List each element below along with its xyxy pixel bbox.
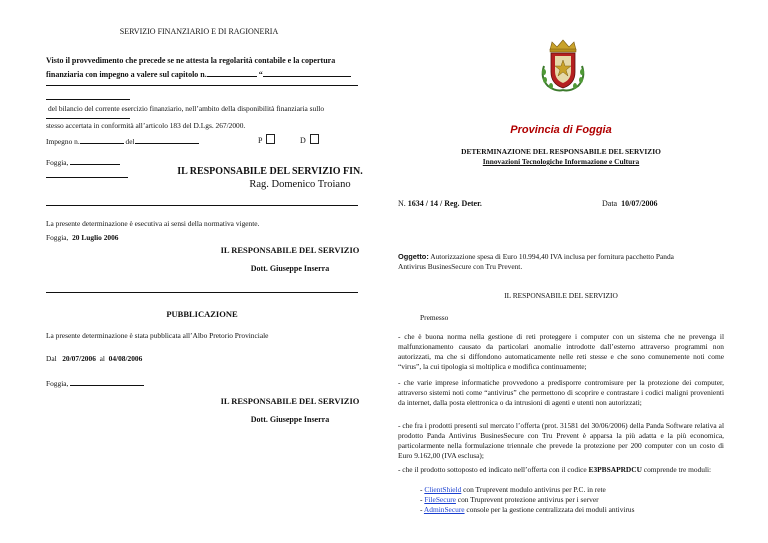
al-label: al [99, 354, 105, 363]
list-bullet: - [420, 505, 423, 514]
paragraph-4-prefix: - che il prodotto sottoposto ed indicato nell’offerta con il codice [398, 465, 587, 474]
resp-serv-title: IL RESPONSABILE DEL SERVIZIO [220, 245, 360, 255]
paragraph-2: - che varie imprese informatiche provvedono a predisporre contromisure per la protezione dei computer, attraverso sistemi noti come “antivirus” che permettono di scoprire e contrastare i codici maligni provenienti da internet, dalla posta elettronica o da intrusioni di agenti e utenti non autorizzati; [398, 378, 724, 407]
impegno-label: Impegno n. [46, 137, 80, 146]
d-label: D [300, 136, 306, 145]
al-date: 04/08/2006 [108, 354, 143, 363]
module-link-filesecure[interactable]: FileSecure [424, 495, 456, 504]
impegno-del-label: del [125, 137, 135, 146]
bilancio-line1: del bilancio del corrente esercizio finanziario, nell’ambito della disponibilità finanziaria sullo [48, 104, 325, 113]
d-checkbox[interactable] [310, 134, 319, 144]
numero-line [398, 198, 482, 209]
visto-quote: “ [258, 70, 263, 79]
list-item [420, 505, 720, 515]
esecutiva-text: La presente determinazione è esecutiva ai sensi della normativa vigente. [46, 219, 260, 228]
dal-al-line [46, 354, 142, 364]
module-desc: con Truprevent modulo antivirus per P.C. in rete [463, 485, 606, 494]
module-link-adminsecure[interactable]: AdminSecure [423, 505, 465, 514]
emblem-crown [550, 40, 576, 52]
foggia-date-line [46, 233, 119, 243]
numero-label: N. [398, 199, 406, 208]
blank-line-4 [46, 177, 128, 178]
list-bullet: - [420, 485, 423, 494]
p-checkbox[interactable] [266, 134, 275, 144]
foggia-fin-blank [70, 156, 120, 165]
foggia-pub-line [46, 377, 144, 389]
foggia-pub-label: Foggia, [46, 379, 69, 388]
pubblicata-text: La presente determinazione è stata pubblicata all’Albo Pretorio Provinciale [46, 331, 269, 340]
list-item [420, 485, 720, 495]
impegno-num-blank [80, 135, 124, 144]
d-checkbox-group [300, 134, 319, 146]
foggia-pub-blank [70, 377, 144, 386]
data-value: 10/07/2006 [621, 199, 658, 208]
paragraph-3: - che fra i prodotti presenti sul mercato l’offerta (prot. 31581 del 30/06/2006) della Panda Software relativa al prodotto Panda Antivirus BusinesSecure con Tru Prevent è apparsa la più adatta e la più economica, particolarmente nella formulazione triennale che prevede la protezione per 200 computer con un costo di Euro 9.162,00 (IVA esclusa); [398, 421, 724, 460]
dal-label: Dal [46, 354, 57, 363]
section-rule-2 [46, 292, 358, 293]
foggia-date-label: Foggia, [46, 233, 69, 242]
visto-line1: Visto il provvedimento che precede se ne attesta la regolarità contabile e la copertura [46, 56, 336, 65]
resp-pub-title: IL RESPONSABILE DEL SERVIZIO [220, 396, 360, 406]
dept-title: SERVIZIO FINANZIARIO E DI RAGIONERIA [119, 27, 279, 36]
capitolo-name-blank [263, 68, 351, 77]
module-desc: con Truprevent protezione antivirus per i server [457, 495, 599, 504]
paragraph-1: - che è buona norma nella gestione di reti proteggere i computer con un sistema che ne prevenga il malfunzionamento causato da particolari anomalie introdotte dall’esterno attraverso programmi non autorizzati, ma che si diffondono automaticamente nelle reti stesse e che sono comunemente noti come “virus”, la cui tipologia si moltiplica e modifica continuamente; [398, 332, 724, 371]
list-item [420, 495, 720, 505]
oggetto-line1 [398, 252, 724, 262]
resp-fin-title-text: IL RESPONSABILE DEL SERVIZIO FIN [177, 166, 361, 177]
product-code: E3PBSAPRDCU [588, 465, 642, 474]
visto-line2-prefix: finanziaria con impegno a valere sul capitolo n. [46, 70, 207, 79]
pubblicazione-title: PUBBLICAZIONE [166, 309, 238, 319]
premesso-label: Premesso [420, 313, 449, 322]
data-line [602, 198, 658, 209]
oggetto-label: Oggetto: [398, 252, 429, 261]
provincia-emblem [538, 38, 588, 94]
blank-line-1 [46, 85, 358, 86]
impegno-date-blank [135, 135, 199, 144]
numero-value: 1634 / 14 / Reg. Deter. [407, 199, 482, 208]
dal-date: 20/07/2006 [62, 354, 96, 363]
paragraph-4 [398, 465, 724, 475]
foggia-fin-label: Foggia, [46, 158, 69, 167]
visto-line2 [46, 68, 358, 80]
list-bullet: - [420, 495, 423, 504]
oggetto-text1: Autorizzazione spesa di Euro 10.994,40 IVA inclusa per fornitura pacchetto Panda [430, 252, 674, 261]
resp-fin-title-dot: . [360, 166, 363, 177]
blank-line-2 [46, 99, 130, 100]
resp-pub-name: Dott. Giuseppe Inserra [250, 415, 330, 424]
p-label: P [258, 136, 263, 145]
det-subtitle: Innovazioni Tecnologiche Informazione e Cultura [482, 157, 640, 166]
module-link-clientshield[interactable]: ClientShield [424, 485, 462, 494]
data-label: Data [602, 199, 618, 208]
p-checkbox-group [258, 134, 275, 146]
oggetto-line2: Antivirus BusinesSecure con Tru Prevent. [398, 262, 523, 271]
paragraph-4-suffix: comprende tre moduli: [643, 465, 712, 474]
provincia-title: Provincia di Foggia [510, 124, 612, 136]
section-rule-1 [46, 205, 358, 206]
bilancio-line2: stesso accertata in conformità all’articolo 183 del D.Lgs. 267/2000. [46, 121, 246, 130]
resp-header: IL RESPONSABILE DEL SERVIZIO [504, 291, 618, 300]
blank-line-3 [46, 118, 130, 119]
module-desc: console per la gestione centralizzata dei moduli antivirus [466, 505, 635, 514]
det-title: DETERMINAZIONE DEL RESPONSABILE DEL SERVIZIO [461, 147, 661, 156]
capitolo-blank [207, 68, 257, 77]
foggia-fin-line [46, 156, 120, 168]
resp-serv-name: Dott. Giuseppe Inserra [250, 264, 330, 273]
modules-list [420, 485, 720, 515]
foggia-date-value: 20 Luglio 2006 [72, 233, 119, 242]
resp-fin-name: Rag. Domenico Troiano [249, 179, 351, 190]
resp-fin-title [160, 166, 380, 178]
